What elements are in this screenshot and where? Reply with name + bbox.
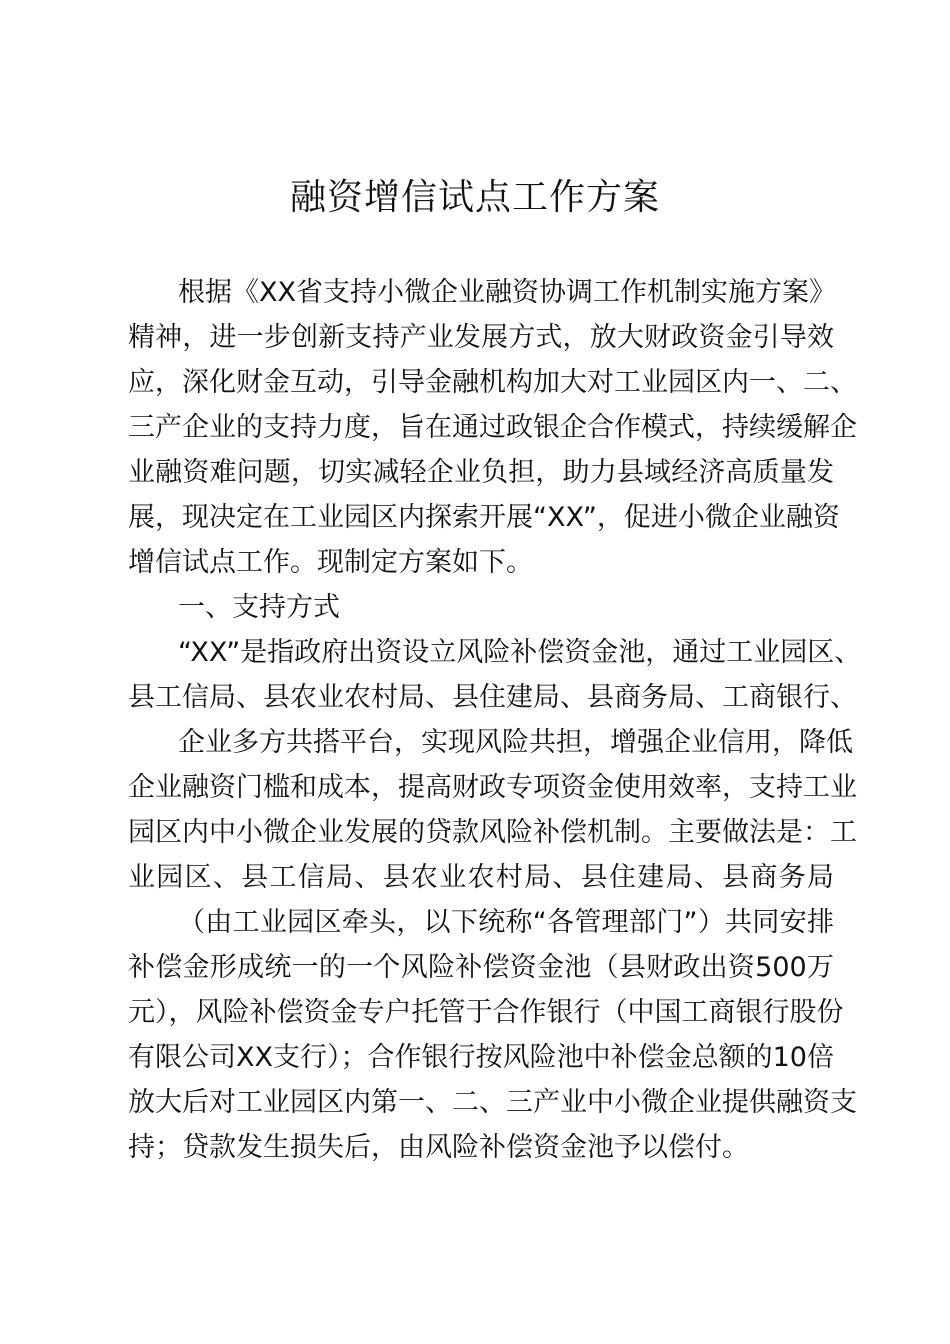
paragraph-2-line-2: 县工信局、县农业农村局、县住建局、县商务局、工商银行、 <box>128 682 857 713</box>
section-heading-1: 一、支持方式 <box>178 592 340 623</box>
document-title: 融资增信试点工作方案 <box>289 177 660 218</box>
paragraph-4-line-1: （由工业园区牵头，以下统称“各管理部门”）共同安排 <box>178 907 834 938</box>
paragraph-4-line-2: 补偿金形成统一的一个风险补偿资金池（县财政出资500万 <box>128 952 834 983</box>
paragraph-1-line-2: 精神，进一步创新支持产业发展方式，放大财政资金引导效 <box>128 322 834 353</box>
paragraph-1-line-4: 三产企业的支持力度，旨在通过政银企合作模式，持续缓解企 <box>128 412 857 443</box>
paragraph-1-line-5: 业融资难问题，切实减轻企业负担，助力县域经济高质量发 <box>128 457 834 488</box>
paragraph-4-line-6: 持；贷款发生损失后，由风险补偿资金池予以偿付。 <box>128 1132 749 1163</box>
paragraph-1-line-6: 展，现决定在工业园区内探索开展“XX”，促进小微企业融资 <box>128 502 840 533</box>
paragraph-2-line-1: “XX”是指政府出资设立风险补偿资金池，通过工业园区、 <box>178 637 862 668</box>
paragraph-1-line-3: 应，深化财金互动，引导金融机构加大对工业园区内一、二、 <box>128 367 857 398</box>
paragraph-3-line-3: 园区内中小微企业发展的贷款风险补偿机制。主要做法是：工 <box>128 817 857 848</box>
paragraph-3-line-4: 业园区、县工信局、县农业农村局、县住建局、县商务局 <box>128 862 834 893</box>
paragraph-1-line-7: 增信试点工作。现制定方案如下。 <box>128 547 533 578</box>
paragraph-4-line-4: 有限公司XX支行）；合作银行按风险池中补偿金总额的10倍 <box>128 1042 834 1073</box>
paragraph-3-line-2: 企业融资门槛和成本，提高财政专项资金使用效率，支持工业 <box>128 772 857 803</box>
paragraph-3-line-1: 企业多方共搭平台，实现风险共担，增强企业信用，降低 <box>178 727 853 758</box>
paragraph-4-line-3: 元），风险补偿资金专户托管于合作银行（中国工商银行股份 <box>128 997 844 1028</box>
paragraph-4-line-5: 放大后对工业园区内第一、二、三产业中小微企业提供融资支 <box>128 1087 857 1118</box>
paragraph-1-line-1: 根据《XX省支持小微企业融资协调工作机制实施方案》 <box>178 277 836 308</box>
